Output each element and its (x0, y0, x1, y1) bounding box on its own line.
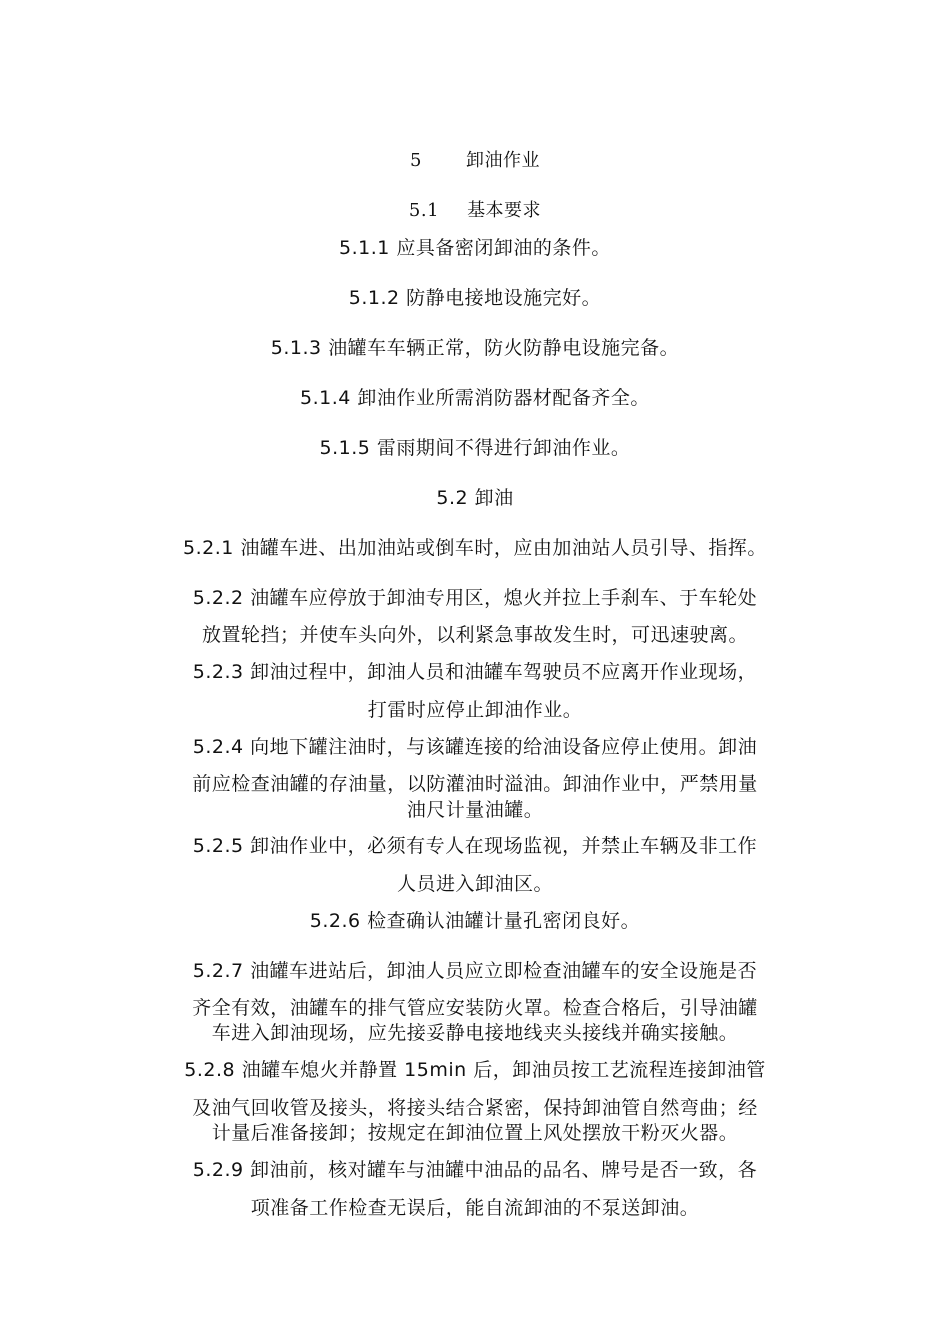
clause-5-2-3-line-1: 5.2.3 卸油过程中，卸油人员和油罐车驾驶员不应离开作业现场， (192, 661, 758, 683)
clause-5-2-6: 5.2.6 检查确认油罐计量孔密闭良好。 (309, 910, 641, 932)
clause-5-2-8-line-3: 计量后准备接卸；按规定在卸油位置上风处摆放干粉灭火器。 (211, 1122, 739, 1144)
subsection-title: 基本要求 (467, 200, 542, 221)
clause-5-1-4: 5.1.4 卸油作业所需消防器材配备齐全。 (300, 387, 650, 409)
clause-5-2-8-line-1: 5.2.8 油罐车熄火并静置 15min 后，卸油员按工艺流程连接卸油管 (184, 1059, 766, 1081)
clause-5-1-3: 5.1.3 油罐车车辆正常，防火防静电设施完备。 (270, 337, 680, 359)
clause-5-1-1: 5.1.1 应具备密闭卸油的条件。 (339, 237, 611, 259)
subsection-number: 5.1 (408, 200, 440, 221)
clause-5-2-4-line-3: 油尺计量油罐。 (406, 799, 544, 821)
clause-5-1-5: 5.1.5 雷雨期间不得进行卸油作业。 (319, 437, 631, 459)
clause-5-2-7-line-3: 车进入卸油现场，应先接妥静电接地线夹头接线并确实接触。 (211, 1022, 739, 1044)
clause-5-2-1: 5.2.1 油罐车进、出加油站或倒车时，应由加油站人员引导、指挥。 (183, 537, 767, 559)
clause-5-2-2-line-2: 放置轮挡；并使车头向外，以利紧急事故发生时，可迅速驶离。 (201, 624, 748, 646)
clause-5-2-4-line-2: 前应检查油罐的存油量，以防灌油时溢油。卸油作业中，严禁用量 (192, 773, 758, 795)
section-number: 5 (410, 150, 422, 171)
clause-5-1-2: 5.1.2 防静电接地设施完好。 (348, 287, 602, 309)
clause-5-2-9-line-2: 项准备工作检查无误后，能自流卸油的不泵送卸油。 (250, 1197, 700, 1219)
clause-5-2-8-line-2: 及油气回收管及接头，将接头结合紧密，保持卸油管自然弯曲；经 (192, 1097, 758, 1119)
clause-5-2-2-line-1: 5.2.2 油罐车应停放于卸油专用区，熄火并拉上手刹车、于车轮处 (192, 587, 758, 609)
subsection-5-2-heading: 5.2 卸油 (436, 487, 514, 509)
section-title: 卸油作业 (465, 150, 540, 171)
section-heading (0, 148, 950, 174)
clause-5-2-3-line-2: 打雷时应停止卸油作业。 (367, 699, 583, 721)
clause-5-2-5-line-1: 5.2.5 卸油作业中，必须有专人在现场监视，并禁止车辆及非工作 (192, 835, 758, 857)
clause-5-2-5-line-2: 人员进入卸油区。 (396, 873, 553, 895)
subsection-heading (0, 198, 950, 224)
clause-5-2-4-line-1: 5.2.4 向地下罐注油时，与该罐连接的给油设备应停止使用。卸油 (192, 736, 758, 758)
clause-5-2-7-line-2: 齐全有效，油罐车的排气管应安装防火罩。检查合格后，引导油罐 (192, 997, 758, 1019)
clause-5-2-9-line-1: 5.2.9 卸油前，核对罐车与油罐中油品的品名、牌号是否一致，各 (192, 1159, 758, 1181)
clause-5-2-7-line-1: 5.2.7 油罐车进站后，卸油人员应立即检查油罐车的安全设施是否 (192, 960, 758, 982)
